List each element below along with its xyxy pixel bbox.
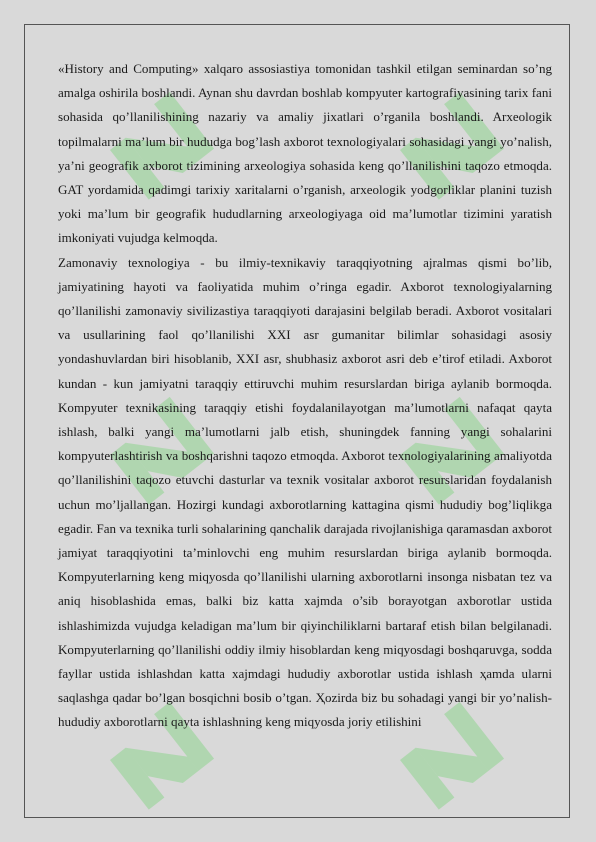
paragraph: Zamonaviy texnologiya - bu ilmiy-texnikaviy taraqqiyotning ajralmas qismi bo’lib, jamiyatining hayoti va faoliyatida muhim o’ringa egadir. Axborot texnologiyalarning qo’llanilishi zamonaviy sivilizastiya taraqqiyoti darajasini belgilab beradi. Axborot vositalari va usullarining faol qo’llanilishi XXI asr gumanitar bilimlar sohasidagi asosiy yondashuvlardan biri hisoblanib, XXI asr, shubhasiz axborot asri deb e’tirof etiladi. Axborot kundan - kun jamiyatni taraqqiy ettiruvchi muhim resurslardan biriga aylanib bormoqda. Kompyuter texnikasining taraqqiy etishi foydalanilayotgan ma’lumotlarni nafaqat qayta ishlash, balki yangi ma’lumotlarni jalb etish, shuningdek fanning yangi sohalarini kompyuterlashtirish va boshqarishni taqozo etmoqda. Axborot texnologiyalarining amaliyotda qo’llanilishini taqozo etuvchi dasturlar va texnik vositalar axborot resurslaridan foydalanish uchun mo’ljallangan. Hozirgi kundagi axborotlarning kattagina qismi hududiy bog’liqlikga egadir. Fan va texnika turli sohalarining qanchalik darajada rivojlanishiga qaramasdan axborot jamiyat taraqqiyotini ta’minlovchi eng muhim resurslardan biriga aylanib bormoqda. Kompyuterlarning keng miqyosda qo’llanilishi ularning axborotlarni insonga nisbatan tez va aniq hisoblashida emas, balki biz katta xajmda o’sib borayotgan axborotlar ustida ishlashimizda vujudga keladigan ma’lum bir qiyinchiliklarni bartaraf etish bilan belgilanadi. Kompyuterlarning qo’llanilishi oddiy ilmiy hisoblardan keng miqyosdagi boshqaruvga, sodda fayllar ustida ishlashdan katta xajmdagi hududiy axborotlar ustida ishlash ҳamda ularni saqlashga qadar bo’lgan bosqichni bosib o’tgan. Ҳozirda biz bu sohadagi yangi bir yo’nalish-hududiy axborotlarni qayta ishlashning keng miqyosda joriy etilishini (58, 254, 552, 730)
document-body (58, 57, 552, 735)
paragraph: «History and Computing» xalqaro assosiastiya tomonidan tashkil etilgan seminardan so’ng amalga oshirila boshlandi. Aynan shu davrdan boshlab kompyuter kartografiyasining tarix fani sohasida qo’llanilishining nazariy va amaliy jixatlari o’rganila boshlandi. Arxeologik topilmalarni ma’lum bir hududga bog’lash axborot texnologiyalari sohasidagi yangi yo’nalish, ya’ni geografik axborot tizimining arxeologiya sohasida keng qo’llanilishini taqozo etmoqda. GAT yordamida qadimgi tarixiy xaritalarni o’rganish, arxeologik yodgorliklar planini tuzish yoki ma’lum bir geografik hududlarning arxeologiyaga oid ma’lumotlar tizimini yaratish imkoniyati vujudga kelmoqda. (58, 61, 552, 246)
